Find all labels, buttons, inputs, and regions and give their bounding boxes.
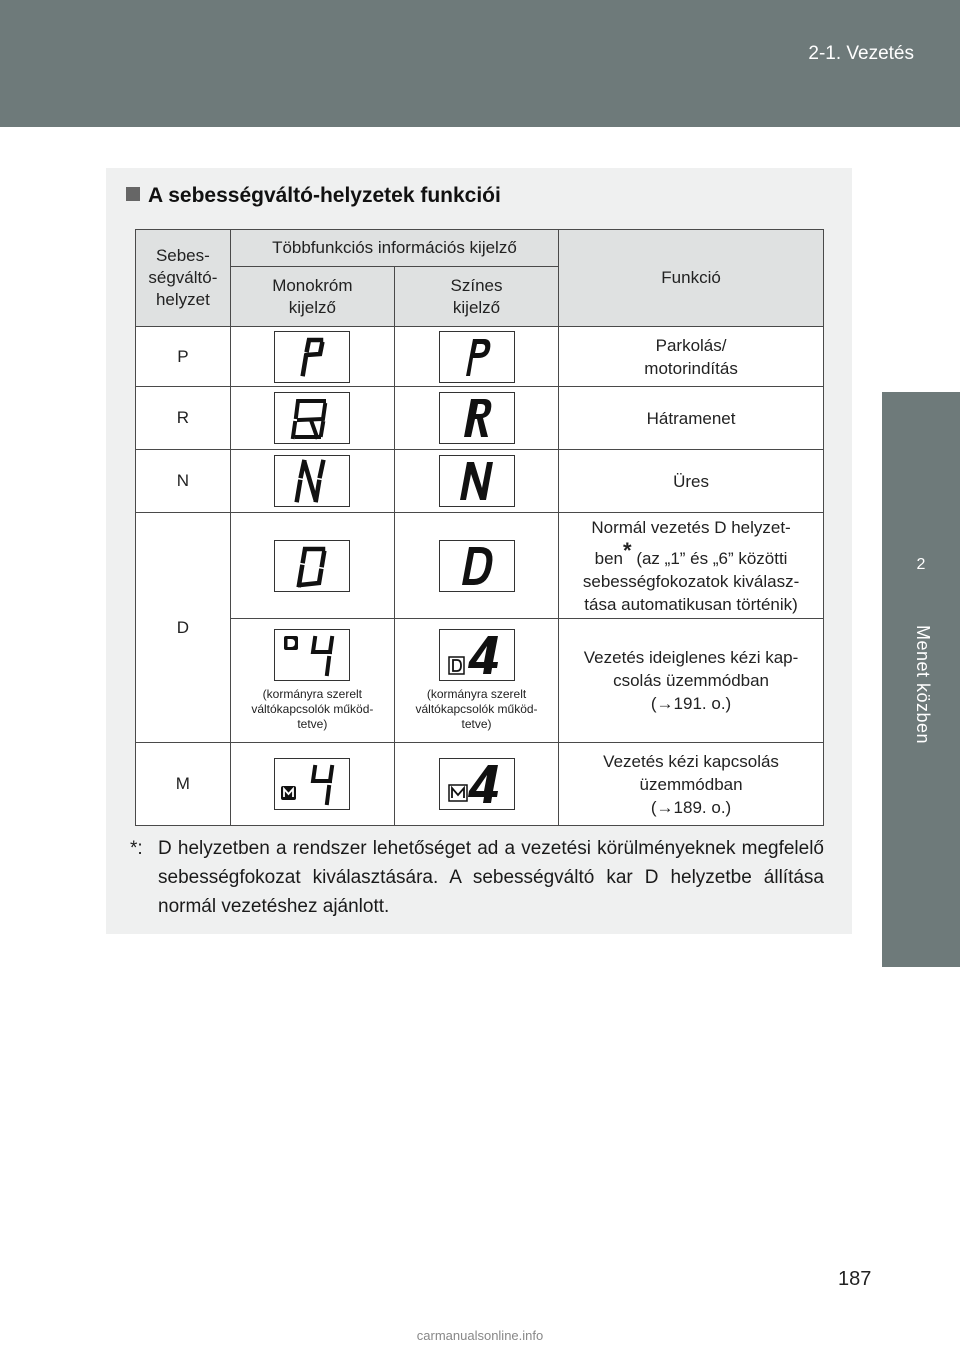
cell-function [559, 450, 824, 513]
header-function: Funkció [559, 230, 824, 327]
section-heading [126, 184, 501, 208]
cell-mono [230, 619, 394, 743]
cell-function [559, 743, 824, 826]
cell-mono [230, 327, 394, 387]
note-line: váltókapcsolók működ- [251, 702, 374, 716]
header-color [394, 267, 558, 327]
function-line: motorindítás [644, 358, 738, 378]
function-line: csolás üzemmódban [613, 671, 770, 690]
chapter-number-box [882, 392, 960, 607]
cell-mono [230, 387, 394, 450]
section-title: 2-1. Vezetés [808, 43, 914, 64]
function-line: Hátramenet [646, 408, 736, 428]
mono-display-d4-icon [274, 629, 350, 681]
function-line: tása automatikusan történik) [584, 594, 798, 614]
header-position-line: Sebes- [155, 246, 210, 265]
header-position-line: helyzet [155, 290, 210, 309]
footnote-text: D helyzetben a rendszer lehetőséget ad a vezetési körülményeknek megfelelő sebességfokozat kiválasztására. A sebességváltó kar D helyzetbe állítása normál vezetéshez ajánlott. [158, 838, 824, 917]
cell-color [394, 450, 558, 513]
cell-position: D [136, 513, 231, 743]
mono-display-p-icon [274, 331, 350, 383]
function-line: Vezetés kézi kapcsolás [603, 751, 779, 771]
chapter-sidetab [882, 127, 960, 1352]
table-row [136, 327, 824, 387]
header-mono-line: kijelző [288, 297, 336, 317]
cell-function [559, 619, 824, 743]
note-line: (kormányra szerelt [426, 687, 527, 701]
header-mono-line: Monokróm [272, 275, 353, 295]
mono-display-d-icon [274, 540, 350, 592]
cell-position: M [136, 743, 231, 826]
chapter-title-box [882, 607, 960, 967]
cell-color [394, 327, 558, 387]
section-heading-text: A sebességváltó-helyzetek funkciói [148, 184, 501, 207]
footnote [130, 834, 824, 921]
cell-color [394, 387, 558, 450]
header-color-line: kijelző [452, 297, 501, 317]
cell-position: P [136, 327, 231, 387]
cell-function [559, 387, 824, 450]
square-bullet-icon [126, 187, 140, 201]
color-display-d-icon [439, 540, 515, 592]
cell-mono [230, 450, 394, 513]
watermark: carmanualsonline.info [416, 1328, 544, 1343]
chapter-title: Menet közben [913, 625, 933, 745]
cell-position: N [136, 450, 231, 513]
function-line: (→189. o.) [650, 797, 732, 817]
color-display-p-icon [439, 331, 515, 383]
cell-color [394, 513, 558, 619]
note-line: tetve) [297, 717, 328, 731]
table-row [136, 513, 824, 619]
color-note [395, 687, 558, 732]
mono-display-m4-icon [274, 758, 350, 810]
note-line: váltókapcsolók működ- [415, 702, 538, 716]
function-line: Üres [673, 471, 709, 491]
cell-function [559, 327, 824, 387]
mono-display-r-icon [274, 392, 350, 444]
function-line: (→191. o.) [650, 694, 732, 713]
color-display-n-icon [439, 455, 515, 507]
header-mono [230, 267, 394, 327]
chapter-number: 2 [916, 556, 926, 573]
mono-note [231, 687, 394, 732]
color-display-m4-icon [439, 758, 515, 810]
cell-function [559, 513, 824, 619]
function-line: Parkolás/ [655, 335, 727, 355]
gear-position-table [135, 229, 824, 826]
header-position-line: ségváltó- [148, 268, 218, 287]
note-line: tetve) [461, 717, 492, 731]
table-row [136, 387, 824, 450]
color-display-r-icon [439, 392, 515, 444]
cell-position: R [136, 387, 231, 450]
function-line: sebességfokozatok kiválasz- [582, 571, 800, 591]
page-number: 187 [838, 1268, 872, 1290]
table-row [136, 450, 824, 513]
note-line: (kormányra szerelt [262, 687, 363, 701]
header-display: Többfunkciós információs kijelző [230, 230, 558, 267]
function-line [559, 539, 823, 570]
table-row [136, 743, 824, 826]
header-bar [0, 0, 960, 127]
function-line: üzemmódban [639, 774, 743, 794]
asterisk-icon: * [623, 537, 632, 563]
function-line-part: ben [594, 548, 624, 568]
function-line-part: (az „1” és „6” közötti [636, 548, 788, 568]
function-line: Vezetés ideiglenes kézi kap- [583, 648, 799, 667]
header-color-line: Színes [450, 275, 503, 295]
color-display-d4-icon [439, 629, 515, 681]
cell-mono [230, 513, 394, 619]
mono-display-n-icon [274, 455, 350, 507]
table-header-row [136, 230, 824, 267]
function-line: Normál vezetés D helyzet- [591, 517, 791, 537]
cell-color [394, 619, 558, 743]
cell-color [394, 743, 558, 826]
header-position [136, 230, 231, 327]
footnote-star: *: [130, 838, 143, 859]
cell-mono [230, 743, 394, 826]
table-row [136, 619, 824, 743]
